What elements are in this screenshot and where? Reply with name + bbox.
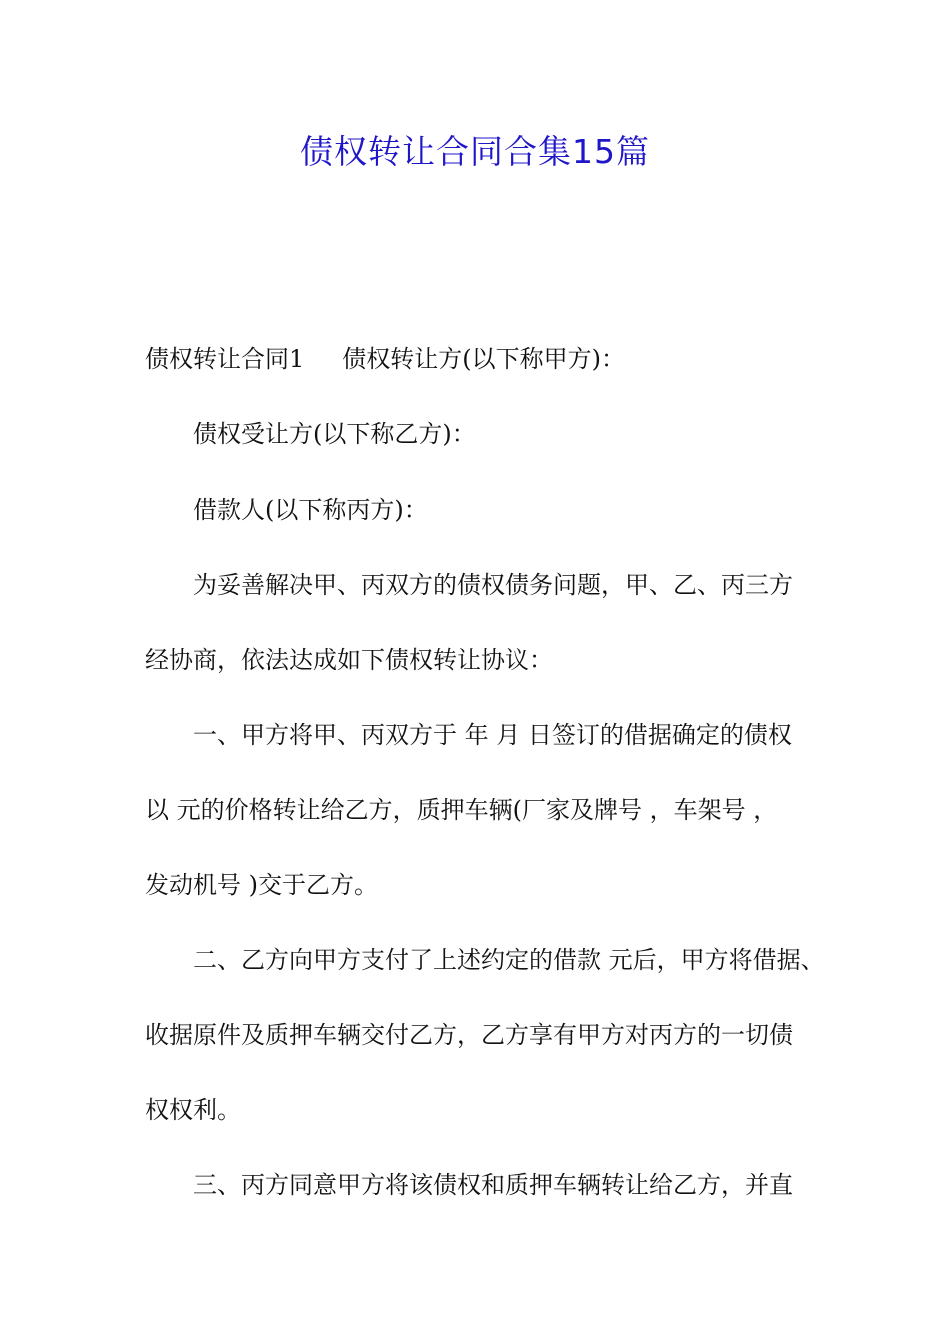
paragraph-line: 发动机号 )交于乙方。 — [145, 871, 378, 899]
paragraph-line-1 — [145, 343, 625, 375]
paragraph-line: 权权利。 — [145, 1096, 241, 1124]
borrower-line: 借款人(以下称丙方)： — [193, 496, 428, 524]
clause-three-line: 三、丙方同意甲方将该债权和质押车辆转让给乙方，并直 — [193, 1171, 793, 1199]
paragraph-line: 为妥善解决甲、丙双方的债权债务问题，甲、乙、丙三方 — [193, 571, 793, 599]
paragraph-line: 收据原件及质押车辆交付乙方，乙方享有甲方对丙方的一切债 — [145, 1021, 793, 1049]
paragraph-line: 以 元的价格转让给乙方，质押车辆(厂家及牌号 ，车架号 ， — [145, 796, 778, 824]
paragraph-line: 经协商，依法达成如下债权转让协议： — [145, 646, 553, 674]
clause-one-line: 一、甲方将甲、丙双方于 年 月 日签订的借据确定的债权 — [193, 721, 792, 749]
transferee-line: 债权受让方(以下称乙方)： — [193, 420, 476, 448]
contract-heading-label: 债权转让合同1 — [145, 345, 305, 373]
document-title: 债权转让合同合集15篇 — [300, 132, 650, 171]
clause-two-line: 二、乙方向甲方支付了上述约定的借款 元后，甲方将借据、 — [193, 946, 825, 974]
transferor-line: 债权转让方(以下称甲方)： — [342, 345, 626, 373]
